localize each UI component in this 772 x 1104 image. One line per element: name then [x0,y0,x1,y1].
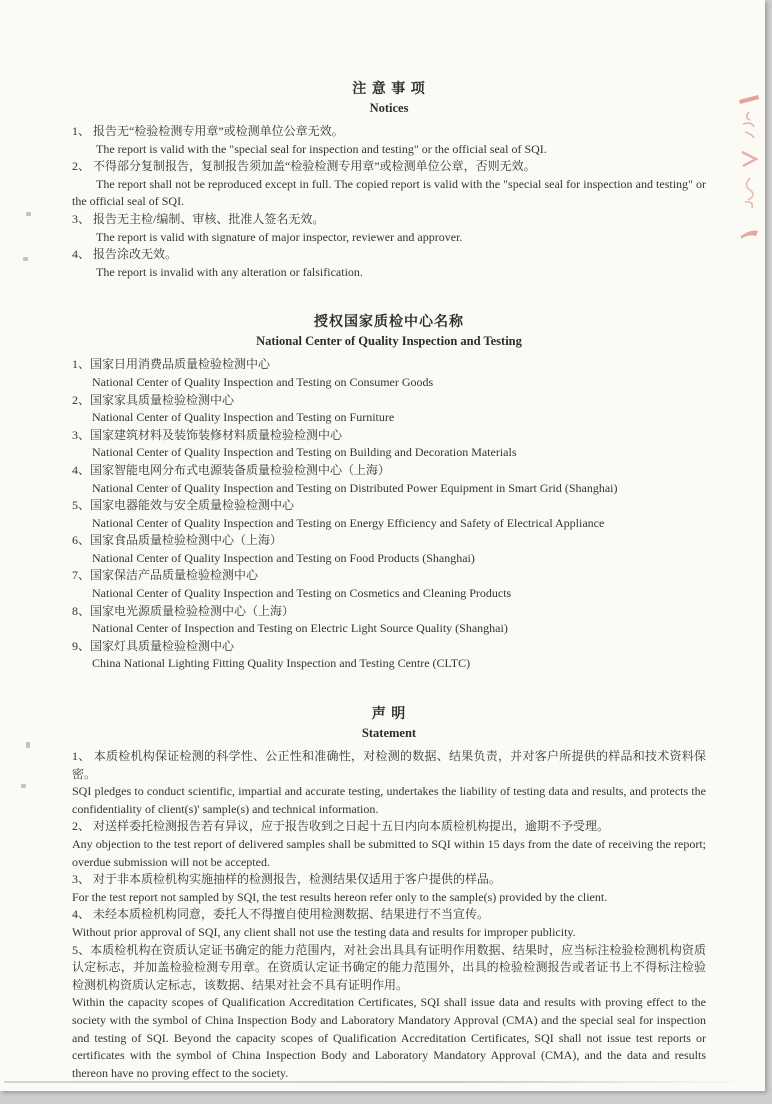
statement-item-en: Without prior approval of SQI, any client shall not use the testing data and results for improper publicity. [72,924,576,939]
center-item-en: National Center of Quality Inspection and Testing on Energy Efficiency and Safety of Electrical Appliance [92,515,605,530]
center-item-zh: 1、国家日用消费品质量检验检测中心 [72,357,271,372]
center-item-en: National Center of Quality Inspection and Testing on Distributed Power Equipment in Smart Grid (Shanghai) [92,480,618,495]
center-item-en: China National Lighting Fitting Quality Inspection and Testing Centre (CLTC) [92,656,471,671]
center-item-en: National Center of Quality Inspection and Testing on Food Products (Shanghai) [92,550,475,565]
notice-item-zh: 4、 报告涂改无效。 [72,247,178,262]
section-centers [72,311,706,673]
center-item-zh: 2、国家家具质量检验检测中心 [72,392,235,407]
center-item-zh: 4、国家智能电网分布式电源装备质量检验检测中心（上海） [72,462,391,477]
center-item-en: National Center of Quality Inspection and Testing on Furniture [92,410,395,425]
notice-item-en: The report is invalid with any alteration or falsification. [96,264,363,279]
center-item-zh: 8、国家电光源质量检验检测中心（上海） [72,603,295,618]
paper-crease [4,1081,752,1083]
red-pen-marks-icon [736,90,762,250]
notice-item-zh: 1、 报告无“检验检测专用章”或检测单位公章无效。 [72,124,344,138]
page-content [72,78,706,1100]
statement-item-zh: 2、 对送样委托检测报告若有异议，应于报告收到之日起十五日内向本质检机构提出，逾期不予受理。 [72,819,610,834]
center-item [72,497,706,532]
center-item [72,567,706,602]
notice-item [72,211,706,246]
notice-item [72,246,706,281]
statement-item-zh: 4、 未经本质检机构同意，委托人不得擅自使用检测数据、结果进行不当宣传。 [72,907,490,922]
center-item-zh: 6、国家食品质量检验检测中心（上海） [72,533,283,548]
notice-item [72,123,706,158]
center-item-en: National Center of Quality Inspection and Testing on Consumer Goods [92,374,434,389]
center-item-en: National Center of Quality Inspection and Testing on Building and Decoration Materials [92,445,517,460]
centers-title-en: National Center of Quality Inspection and Testing [256,334,522,349]
statement-item-en: Within the capacity scopes of Qualification Accreditation Certificates, SQI shall issue data and results with proving effect to the society with the symbol of China Inspection Body and Laboratory Mandatory Approval (CMA) and the special seal for inspection and testing of SQI. Beyond the capacity scopes of Qualification Accreditation Certificates, SQI shall not issue test reports or certificates with the symbol of China Inspection Body and Laboratory Mandatory Approval (CMA), and the data and results thereon have no proving effect to the society. [72,995,706,1080]
center-item [72,356,706,391]
center-item [72,638,706,673]
notice-item [72,158,706,211]
scan-speck [23,257,28,261]
statement-title-en: Statement [361,726,417,741]
statement-item [72,818,706,871]
section-statement [72,703,706,1082]
statement-item-en: Any objection to the test report of delivered samples shall be submitted to SQI within 15 days from the date of receiving the report; overdue submission will not be accepted. [72,837,706,869]
center-item-en: National Center of Quality Inspection and Testing on Cosmetics and Cleaning Products [92,586,512,601]
scan-speck [21,784,26,788]
notice-item-zh: 2、 不得部分复制报告，复制报告须加盖“检验检测专用章”或检测单位公章，否则无效。 [72,159,536,174]
center-item-zh: 3、国家建筑材料及装饰装修材料质量检验检测中心 [72,427,343,442]
statement-item-zh: 5、本质检机构在资质认定证书确定的能力范围内，对社会出具具有证明作用数据、结果时，应当标注检验检测机构资质认定标志，并加盖检验检测专用章。在资质认定证书确定的能力范围外，出具的检验检测报告或者证书上不得标注检验检测机构资质认定标志，该数据、结果对社会不具有证明作用。 [72,942,706,992]
statement-item [72,906,706,941]
statement-item [72,748,706,818]
center-item [72,532,706,567]
statement-item [72,942,706,1083]
scan-speck [26,742,30,748]
center-item [72,462,706,497]
notices-title-en: Notices [369,101,409,115]
center-item [72,427,706,462]
statement-item-en: For the test report not sampled by SQI, the test results hereon refer only to the sample(s) provided by the client. [72,889,608,904]
center-item-en: National Center of Inspection and Testing on Electric Light Source Quality (Shanghai) [92,621,508,636]
statement-title-zh: 声 明 [371,707,407,723]
notice-item-en: The report is valid with signature of major inspector, reviewer and approver. [96,229,463,244]
notices-title-zh: 注 意 事 项 [352,82,426,97]
center-item-zh: 9、国家灯具质量检验检测中心 [72,638,235,653]
center-item [72,603,706,638]
statement-item-en: SQI pledges to conduct scientific, impartial and accurate testing, undertakes the liability of testing data and results, and protects the confidentiality of client(s)' sample(s) and technical information. [72,784,706,816]
centers-title-zh: 授权国家质检中心名称 [314,315,464,331]
section-notices [72,78,706,281]
center-item-zh: 5、国家电器能效与安全质量检验检测中心 [72,498,295,513]
center-item-zh: 7、国家保洁产品质量检验检测中心 [72,568,259,583]
statement-item-zh: 1、 本质检机构保证检测的科学性、公正性和准确性，对检测的数据、结果负责，并对客户所提供的样品和技术资料保密。 [72,749,706,781]
center-item [72,392,706,427]
statement-item-zh: 3、 对于非本质检机构实施抽样的检测报告，检测结果仅适用于客户提供的样品。 [72,872,502,887]
statement-item [72,871,706,906]
notice-item-en: The report shall not be reproduced except in full. The copied report is valid with the "special seal for inspection and testing" or the official seal of SQI. [72,176,706,209]
notice-item-zh: 3、 报告无主检/编制、审核、批准人签名无效。 [72,211,325,226]
scan-speck [26,212,31,216]
notice-item-en: The report is valid with the "special seal for inspection and testing" or the official seal of SQI. [96,141,547,156]
